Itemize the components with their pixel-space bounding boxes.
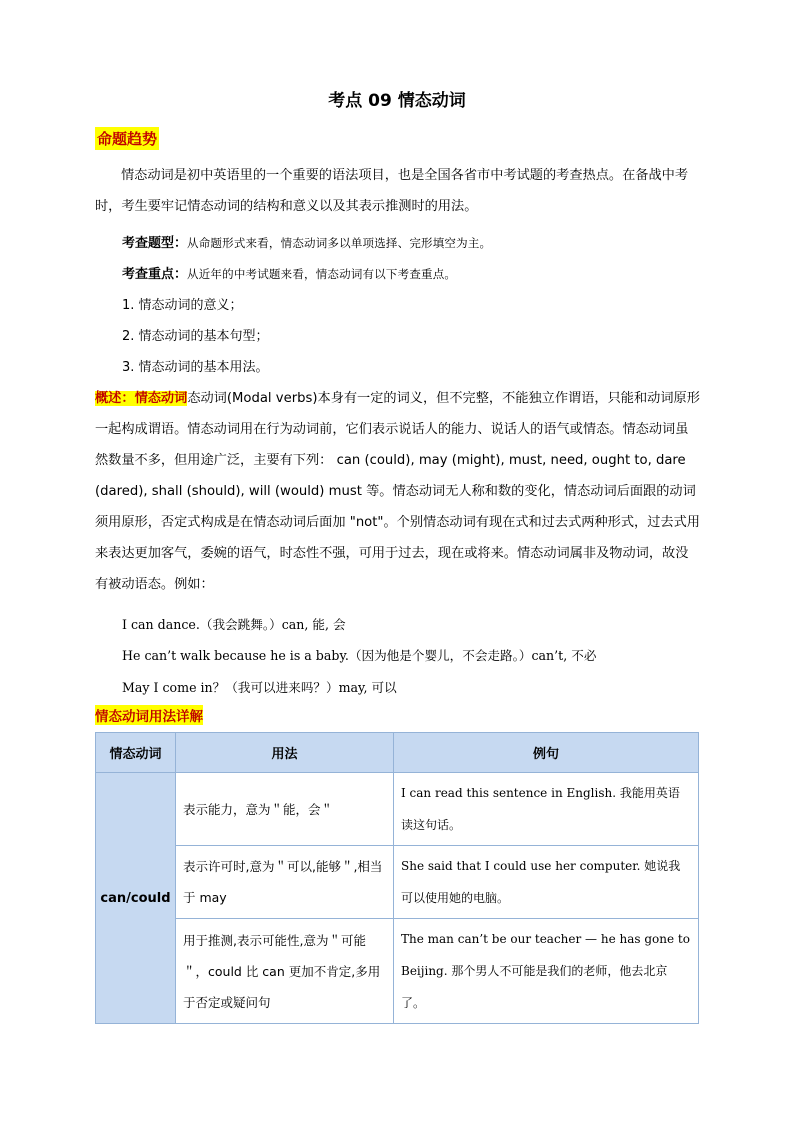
usage-cell: 表示能力，意为＂能，会＂ <box>176 773 394 846</box>
modal-verb-cell: can/could <box>96 773 176 1024</box>
overview-paragraph <box>95 383 701 600</box>
example-sentence: May I come in？（我可以进来吗？）may, 可以 <box>122 680 397 695</box>
overview-label: 概述： <box>95 391 135 406</box>
section-heading-usage: 情态动词用法详解 <box>95 705 203 725</box>
example-cell: She said that I could use her computer. 她说我可以使用她的电脑。 <box>394 846 699 919</box>
modal-verb-table <box>95 732 699 1024</box>
table-row <box>96 773 699 846</box>
example-sentence: I can dance.（我会跳舞。）can, 能, 会 <box>122 617 346 632</box>
table-row <box>96 846 699 919</box>
exam-type-text: 从命题形式来看，情态动词多以单项选择、完形填空为主。 <box>187 236 492 250</box>
focus-item: 2. 情态动词的基本句型； <box>122 329 269 344</box>
overview-highlight: 情态动词 <box>134 391 188 406</box>
example-cell: I can read this sentence in English. 我能用英语读这句话。 <box>394 773 699 846</box>
table-row <box>96 919 699 1024</box>
usage-cell: 用于推测,表示可能性,意为＂可能＂，could 比 can 更加不肯定,多用于否定或疑问句 <box>176 919 394 1024</box>
intro-paragraph: 情态动词是初中英语里的一个重要的语法项目，也是全国各省市中考试题的考查热点。在备战中考时，考生要牢记情态动词的结构和意义以及其表示推测时的用法。 <box>95 168 689 214</box>
focus-item: 1. 情态动词的意义； <box>122 298 243 313</box>
exam-focus-label: 考查重点： <box>122 267 188 282</box>
exam-type-label: 考查题型： <box>122 236 188 251</box>
example-cell: The man can’t be our teacher — he has gone to Beijing. 那个男人不可能是我们的老师，他去北京了。 <box>394 919 699 1024</box>
table-header: 例句 <box>394 733 699 773</box>
usage-cell: 表示许可时,意为＂可以,能够＂,相当于 may <box>176 846 394 919</box>
exam-type-line <box>122 232 491 251</box>
focus-item: 3. 情态动词的基本用法。 <box>122 360 269 375</box>
section-heading-trend: 命题趋势 <box>95 127 159 150</box>
overview-text: 态动词(Modal verbs)本身有一定的词义，但不完整，不能独立作谓语，只能和动词原形一起构成谓语。情态动词用在行为动词前，它们表示说话人的能力、说话人的语气或情态。情态动词虽然数量不多，但用途广泛，主要有下列： can (could), may (might), must, need, ought to, dare (dared), shall (should), will (would) must 等。情态动词无人称和数的变化，情态动词后面跟的动词须用原形，否定式构成是在情态动词后面加 "not"。个别情态动词有现在式和过去式两种形式，过去式用来表达更加客气，委婉的语气，时态性不强，可用于过去，现在或将来。情态动词属非及物动词，故没有被动语态。例如： <box>95 391 700 592</box>
page-title: 考点 09 情态动词 <box>328 91 466 111</box>
table-header-row <box>96 733 699 773</box>
exam-focus-line <box>122 263 456 282</box>
exam-focus-text: 从近年的中考试题来看，情态动词有以下考查重点。 <box>187 267 457 281</box>
table-header: 情态动词 <box>96 733 176 773</box>
table-header: 用法 <box>176 733 394 773</box>
example-sentence: He can’t walk because he is a baby.（因为他是个婴儿，不会走路。）can’t, 不必 <box>122 648 597 663</box>
